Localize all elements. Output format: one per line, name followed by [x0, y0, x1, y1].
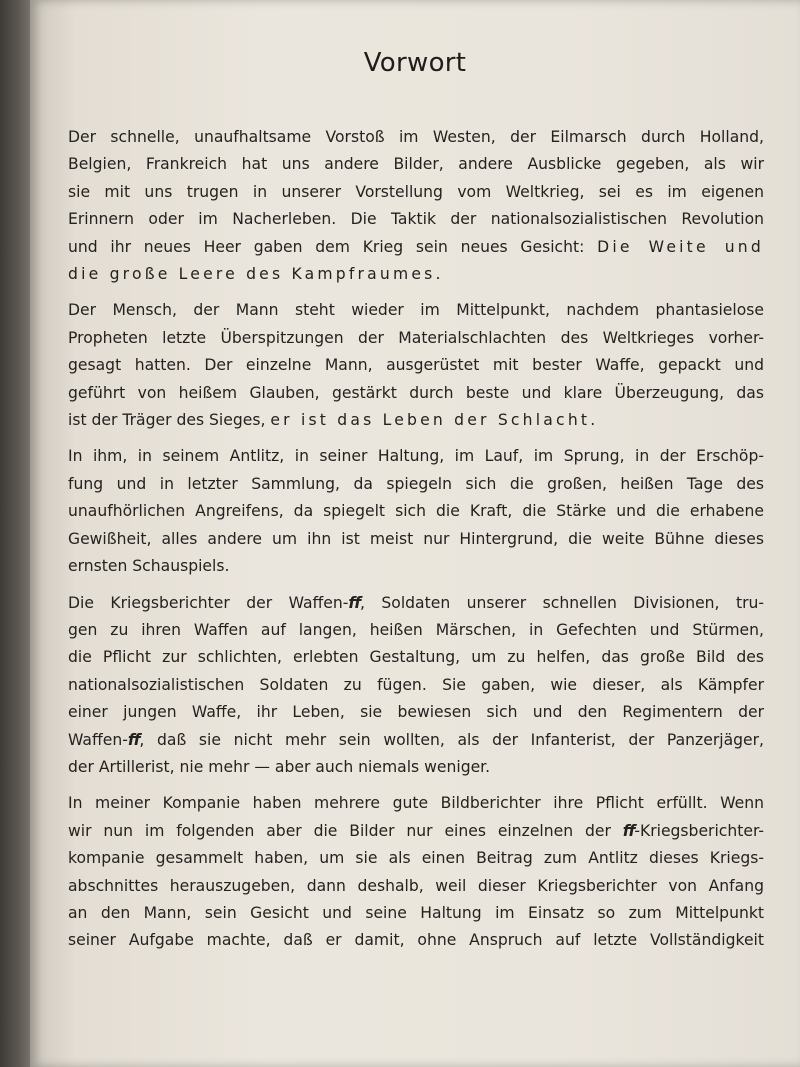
- text-line: [68, 179, 764, 206]
- text-line: [68, 526, 764, 553]
- text-segment: gen zu ihren Waffen auf langen, heißen Märschen, in Gefechten und Stürmen,: [68, 620, 764, 639]
- text-line: [68, 443, 764, 470]
- text-segment: Waffen-: [68, 730, 128, 749]
- text-segment: wir nun im folgenden aber die Bilder nur eines einzelnen der: [68, 821, 623, 840]
- text-segment: die Pflicht zur schlichten, erlebten Gestaltung, um zu helfen, das große Bild des: [68, 648, 764, 667]
- text-line: [68, 380, 764, 407]
- text-segment: sie mit uns trugen in unserer Vorstellung vom Weltkrieg, sei es im eigenen: [68, 182, 764, 201]
- text-segment: geführt von heißem Glauben, gestärkt durch beste und klare Überzeugung, das: [68, 383, 764, 402]
- text-segment: Erinnern oder im Nacherleben. Die Taktik der nationalsozialistischen Revolution: [68, 210, 764, 229]
- text-segment: seiner Aufgabe machte, daß er damit, ohne Anspruch auf letzte Vollständigkeit: [68, 931, 764, 950]
- text-line: [68, 151, 764, 178]
- text-segment: unaufhörlichen Angreifens, da spiegelt sich die Kraft, die Stärke und die erhabene: [68, 502, 764, 521]
- text-line: [68, 498, 764, 525]
- text-line: [68, 900, 764, 927]
- paragraph: [68, 297, 764, 434]
- text-line: [68, 407, 764, 434]
- text-segment: der Artillerist, nie mehr — aber auch niemals weniger.: [68, 757, 491, 776]
- text-line: [68, 471, 764, 498]
- text-line: [68, 234, 764, 261]
- text-line: [68, 790, 764, 817]
- text-segment: -Kriegsberichter-: [634, 821, 764, 840]
- text-line: [68, 297, 764, 324]
- text-segment: In ihm, in seinem Antlitz, in seiner Haltung, im Lauf, im Sprung, in der Erschöp-: [68, 447, 764, 466]
- text-segment: nationalsozialistischen Soldaten zu fügen. Sie gaben, wie dieser, als Kämpfer: [68, 675, 764, 694]
- text-line: [68, 617, 764, 644]
- text-line: [68, 845, 764, 872]
- text-segment: an den Mann, sein Gesicht und seine Haltung im Einsatz so zum Mittelpunkt: [68, 903, 764, 922]
- text-segment: Propheten letzte Überspitzungen der Materialschlachten des Weltkrieges vorher-: [68, 328, 764, 347]
- page-title: Vorwort: [363, 48, 467, 78]
- text-segment: In meiner Kompanie haben mehrere gute Bildberichter ihre Pflicht erfüllt. Wenn: [68, 794, 764, 813]
- text-segment: Der schnelle, unaufhaltsame Vorstoß im Westen, der Eilmarsch durch Holland,: [68, 128, 764, 146]
- spaced-emphasis: die große Leere des Kampfraumes.: [68, 265, 444, 284]
- text-line: [68, 927, 764, 954]
- paragraph: [68, 124, 764, 288]
- text-segment: Belgien, Frankreich hat uns andere Bilder, andere Ausblicke gegeben, als wir: [68, 155, 764, 174]
- text-segment: fung und in letzter Sammlung, da spiegeln sich die großen, heißen Tage des: [68, 474, 764, 493]
- text-segment: kompanie gesammelt haben, um sie als einen Beitrag zum Antlitz dieses Kriegs-: [68, 849, 764, 868]
- text-line: [68, 699, 764, 726]
- text-line: [68, 590, 764, 617]
- text-line: [68, 206, 764, 233]
- text-line: [68, 325, 764, 352]
- ss-rune-glyph: ff: [622, 821, 635, 840]
- paragraph: [68, 443, 764, 580]
- ss-rune-glyph: ff: [127, 730, 140, 749]
- text-segment: gesagt hatten. Der einzelne Mann, ausgerüstet mit bester Waffe, gepackt und: [68, 356, 764, 375]
- paragraph: [68, 790, 764, 954]
- text-segment: Gewißheit, alles andere um ihn ist meist nur Hintergrund, die weite Bühne dieses: [68, 529, 764, 548]
- text-line: [68, 352, 764, 379]
- spaced-emphasis: Die Weite und: [597, 237, 764, 256]
- text-segment: abschnittes herauszugeben, dann deshalb, weil dieser Kriegsberichter von Anfang: [68, 876, 764, 895]
- text-line: [68, 553, 764, 580]
- text-line: [68, 873, 764, 900]
- text-segment: ist der Träger des Sieges,: [68, 411, 271, 430]
- text-line: [68, 261, 764, 288]
- paragraph: [68, 590, 764, 782]
- text-line: [68, 818, 764, 845]
- text-segment: Die Kriegsberichter der Waffen-: [68, 593, 349, 612]
- text-segment: , daß sie nicht mehr sein wollten, als der Infanterist, der Panzerjäger,: [139, 730, 764, 749]
- text-segment: ernsten Schauspiels.: [68, 557, 230, 576]
- spaced-emphasis: er ist das Leben der Schlacht.: [270, 411, 599, 430]
- book-page: [30, 0, 800, 1067]
- text-line: [68, 644, 764, 671]
- text-segment: und ihr neues Heer gaben dem Krieg sein neues Gesicht:: [68, 237, 598, 256]
- text-line: [68, 672, 764, 699]
- text-segment: , Soldaten unserer schnellen Divisionen, tru-: [359, 593, 764, 612]
- text-segment: Der Mensch, der Mann steht wieder im Mittelpunkt, nachdem phantasielose: [68, 301, 764, 320]
- text-line: [68, 124, 764, 151]
- text-segment: einer jungen Waffe, ihr Leben, sie bewiesen sich und den Regimentern der: [68, 703, 764, 722]
- text-line: [68, 754, 764, 781]
- body-text: [68, 124, 764, 964]
- ss-rune-glyph: ff: [348, 593, 360, 612]
- text-line: [68, 727, 764, 754]
